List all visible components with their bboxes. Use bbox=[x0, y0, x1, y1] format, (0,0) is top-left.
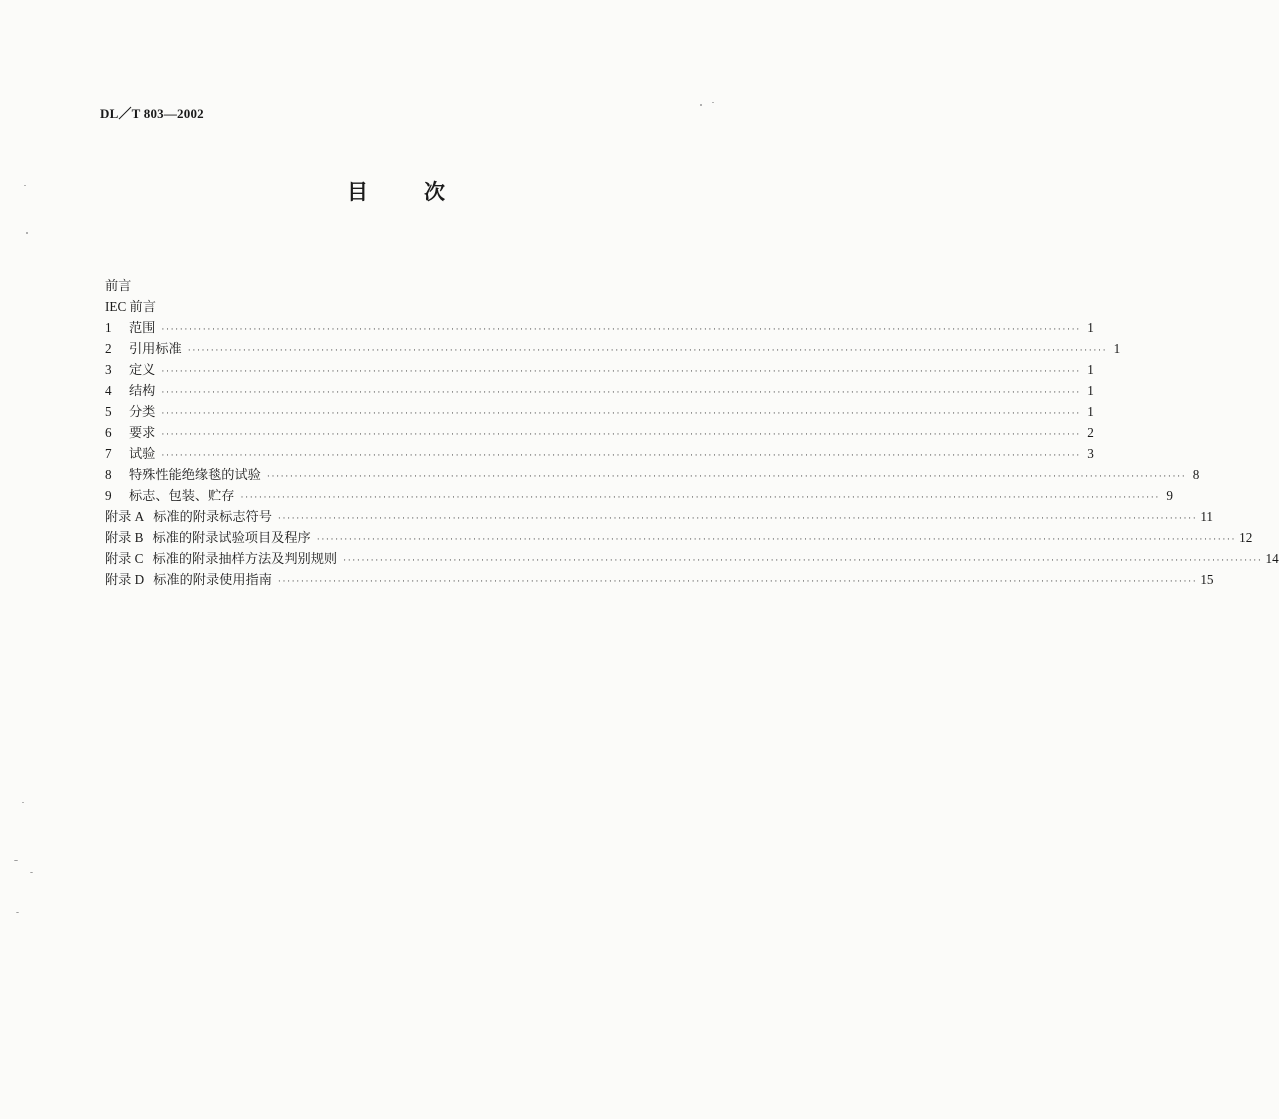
toc-entry-number: 7 bbox=[105, 446, 112, 461]
toc-entry[interactable] bbox=[105, 506, 1214, 527]
toc-entry-title: 定义 bbox=[129, 362, 156, 377]
toc-entry[interactable] bbox=[105, 548, 1279, 569]
toc-entry[interactable] bbox=[105, 569, 1214, 590]
toc-entry-page: 1 bbox=[1087, 383, 1094, 398]
toc-entry-number: 3 bbox=[105, 362, 112, 377]
scan-speck bbox=[24, 185, 26, 186]
scan-speck bbox=[26, 232, 28, 234]
toc-entry[interactable] bbox=[105, 359, 1094, 380]
toc-entry-page: 1 bbox=[1087, 404, 1094, 419]
scan-speck bbox=[700, 104, 702, 106]
toc-entry-title: 分类 bbox=[129, 404, 156, 419]
toc-entry-number: 1 bbox=[105, 320, 112, 335]
toc-entry-number: 6 bbox=[105, 425, 112, 440]
toc-entry-number: 9 bbox=[105, 488, 112, 503]
table-of-contents bbox=[105, 275, 1279, 590]
toc-entry-title: 特殊性能绝缘毯的试验 bbox=[129, 467, 261, 482]
toc-entry-number: 附录 D bbox=[105, 572, 145, 587]
toc-entry-number: 5 bbox=[105, 404, 112, 419]
toc-leader-dots: ········································································································································································································ bbox=[161, 450, 1081, 460]
toc-leader-dots: ········································································································································································································ bbox=[161, 429, 1081, 439]
toc-entry[interactable] bbox=[105, 317, 1094, 338]
toc-leader-dots: ········································································································································································································ bbox=[161, 366, 1081, 376]
toc-entry-page: 15 bbox=[1200, 572, 1214, 587]
toc-entry-title: 标准的附录试验项目及程序 bbox=[152, 530, 311, 545]
toc-entry-page: 1 bbox=[1087, 362, 1094, 377]
toc-entry-page: 14 bbox=[1265, 551, 1279, 566]
toc-entry-title: IEC 前言 bbox=[105, 299, 156, 314]
toc-entry[interactable] bbox=[105, 464, 1200, 485]
toc-entry-title: 结构 bbox=[129, 383, 156, 398]
toc-leader-dots: ········································································································································································································ bbox=[240, 492, 1160, 502]
toc-entry-page: 2 bbox=[1087, 425, 1094, 440]
toc-entry-title: 标准的附录抽样方法及判别规则 bbox=[152, 551, 338, 566]
toc-entry[interactable] bbox=[105, 380, 1094, 401]
toc-entry[interactable] bbox=[105, 485, 1173, 506]
toc-entry-page: 11 bbox=[1200, 509, 1214, 524]
toc-leader-dots: ········································································································································································································ bbox=[161, 324, 1081, 334]
toc-entry-title: 标准的附录标志符号 bbox=[153, 509, 272, 524]
toc-entry-number: 附录 C bbox=[105, 551, 144, 566]
toc-entry-page: 3 bbox=[1087, 446, 1094, 461]
toc-entry-title: 标志、包装、贮存 bbox=[129, 488, 235, 503]
toc-entry[interactable] bbox=[105, 275, 733, 296]
scan-speck bbox=[14, 860, 18, 861]
toc-leader-dots: ········································································································································································································ bbox=[343, 555, 1263, 565]
toc-entry[interactable] bbox=[105, 296, 733, 317]
toc-entry-number: 附录 B bbox=[105, 530, 144, 545]
toc-entry-number: 8 bbox=[105, 467, 112, 482]
standard-code: DL／T 803—2002 bbox=[100, 106, 204, 121]
toc-entry-number: 4 bbox=[105, 383, 112, 398]
toc-entry-title: 要求 bbox=[129, 425, 156, 440]
toc-entry-title: 前言 bbox=[105, 278, 132, 293]
toc-entry[interactable] bbox=[105, 338, 1121, 359]
toc-entry-page: 8 bbox=[1192, 467, 1200, 482]
toc-title: 目次 bbox=[347, 180, 501, 204]
toc-entry-title: 范围 bbox=[129, 320, 156, 335]
toc-leader-dots: ········································································································································································································ bbox=[316, 534, 1237, 544]
toc-leader-dots: ········································································································································································································ bbox=[277, 576, 1198, 586]
toc-entry-title: 标准的附录使用指南 bbox=[153, 572, 272, 587]
toc-entry-title: 试验 bbox=[129, 446, 156, 461]
toc-entry-number: 附录 A bbox=[105, 509, 145, 524]
toc-leader-dots: ········································································································································································································ bbox=[266, 471, 1187, 481]
toc-entry[interactable] bbox=[105, 527, 1253, 548]
toc-entry-page: 12 bbox=[1239, 530, 1253, 545]
toc-leader-dots: ········································································································································································································ bbox=[161, 408, 1081, 418]
toc-entry-page: 1 bbox=[1113, 341, 1121, 356]
toc-entry-number: 2 bbox=[105, 341, 112, 356]
toc-entry[interactable] bbox=[105, 422, 1094, 443]
scan-speck bbox=[712, 102, 714, 103]
toc-entry-title: 引用标准 bbox=[129, 341, 182, 356]
toc-entry[interactable] bbox=[105, 443, 1094, 464]
toc-leader-dots: ········································································································································································································ bbox=[161, 387, 1081, 397]
scan-speck bbox=[30, 872, 33, 873]
scan-speck bbox=[16, 912, 19, 913]
toc-entry-page: 1 bbox=[1087, 320, 1094, 335]
toc-leader-dots: ········································································································································································································ bbox=[187, 345, 1108, 355]
toc-leader-dots: ········································································································································································································ bbox=[277, 513, 1198, 523]
toc-entry[interactable] bbox=[105, 401, 1094, 422]
toc-entry-page: 9 bbox=[1166, 488, 1173, 503]
scan-speck bbox=[22, 802, 24, 803]
